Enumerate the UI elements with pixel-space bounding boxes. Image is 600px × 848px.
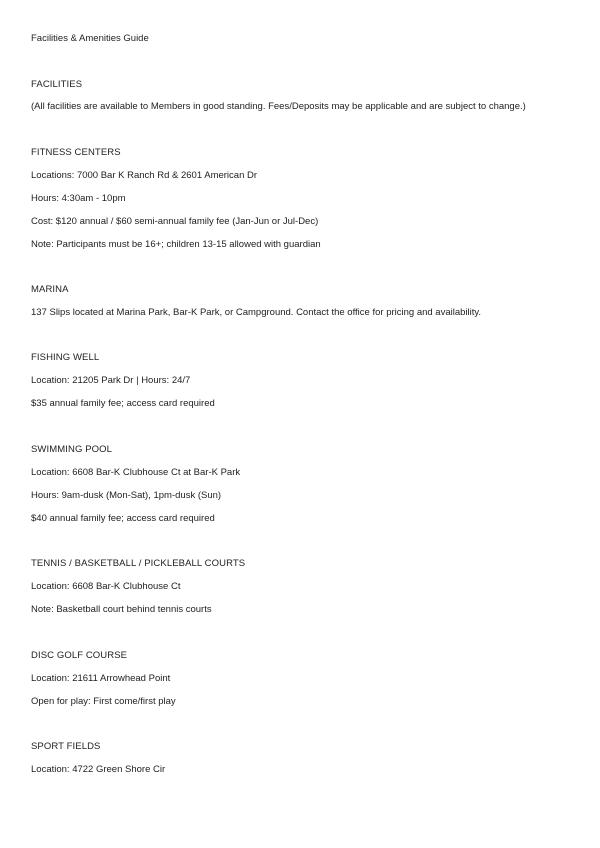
facilities-note: (All facilities are available to Members in good standing. Fees/Deposits may be applicable and are subject to change.) <box>31 101 526 112</box>
section-heading-courts: TENNIS / BASKETBALL / PICKLEBALL COURTS <box>31 558 246 569</box>
section-heading-fitness-centers: FITNESS CENTERS <box>31 147 121 158</box>
pool-fee: $40 annual family fee; access card required <box>31 513 215 524</box>
fitness-cost: Cost: $120 annual / $60 semi-annual family fee (Jan-Jun or Jul-Dec) <box>31 216 319 227</box>
fitness-note: Note: Participants must be 16+; children 13-15 allowed with guardian <box>31 239 321 250</box>
document-title: Facilities & Amenities Guide <box>31 33 149 44</box>
fitness-hours: Hours: 4:30am - 10pm <box>31 193 126 204</box>
pool-hours: Hours: 9am-dusk (Mon-Sat), 1pm-dusk (Sun) <box>31 490 222 501</box>
section-heading-swimming-pool: SWIMMING POOL <box>31 444 112 455</box>
section-heading-fishing-well: FISHING WELL <box>31 352 100 363</box>
disc-golf-play: Open for play: First come/first play <box>31 696 176 707</box>
courts-note: Note: Basketball court behind tennis courts <box>31 604 212 615</box>
disc-golf-location: Location: 21611 Arrowhead Point <box>31 673 171 684</box>
courts-location: Location: 6608 Bar-K Clubhouse Ct <box>31 581 181 592</box>
fishing-fee: $35 annual family fee; access card required <box>31 398 215 409</box>
facilities-heading: FACILITIES <box>31 79 83 90</box>
section-heading-marina: MARINA <box>31 284 69 295</box>
fishing-location-hours: Location: 21205 Park Dr | Hours: 24/7 <box>31 375 191 386</box>
section-heading-sport-fields: SPORT FIELDS <box>31 741 101 752</box>
fitness-locations: Locations: 7000 Bar K Ranch Rd & 2601 American Dr <box>31 170 258 181</box>
pool-location: Location: 6608 Bar-K Clubhouse Ct at Bar-K Park <box>31 467 241 478</box>
sport-fields-location: Location: 4722 Green Shore Cir <box>31 764 166 775</box>
section-heading-disc-golf: DISC GOLF COURSE <box>31 650 128 661</box>
marina-description: 137 Slips located at Marina Park, Bar-K Park, or Campground. Contact the office for pricing and availability. <box>31 307 482 318</box>
